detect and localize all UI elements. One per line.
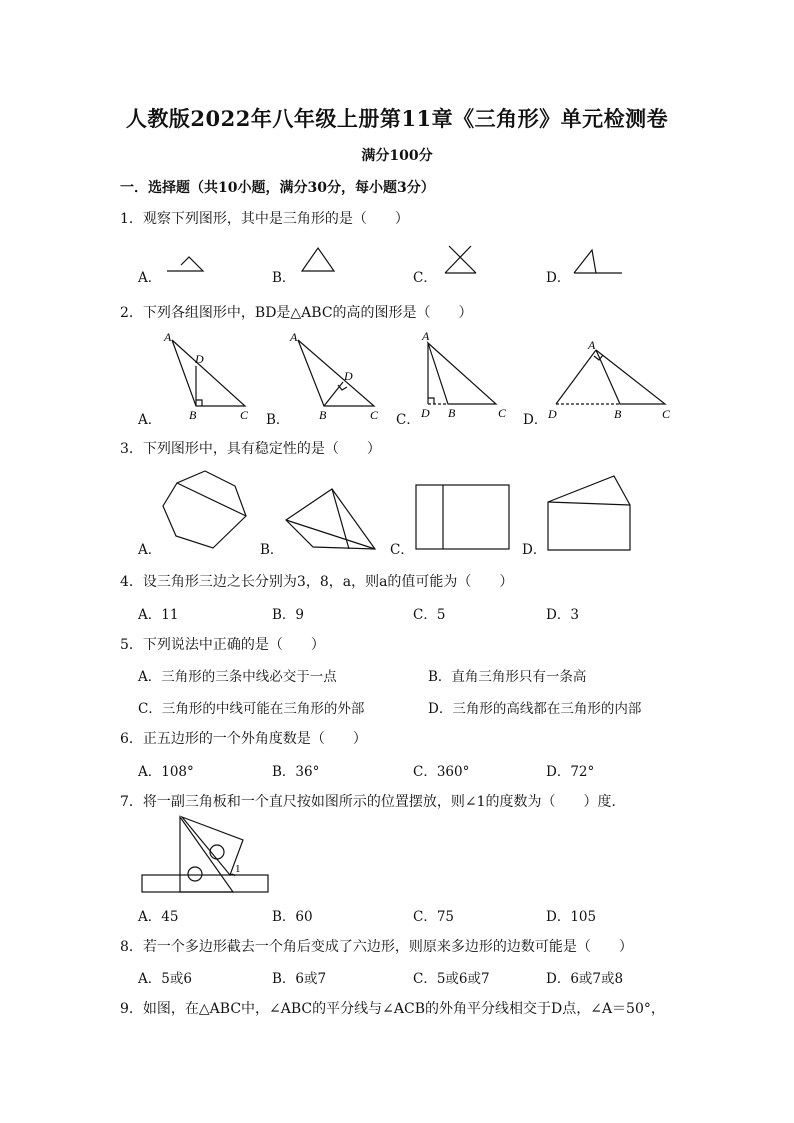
question-5-stem: 5．下列说法中正确的是（ ）	[120, 637, 325, 653]
q3-option-c: C．	[390, 542, 414, 558]
q2a-label-b: B	[189, 408, 197, 422]
q1-figure-d	[572, 246, 624, 276]
q2c-label-c: C	[498, 406, 507, 420]
question-9-stem: 9．如图，在△ABC中，∠ABC的平分线与∠ACB的外角平分线相交于D点，∠A＝50°，	[120, 1001, 665, 1017]
q5-option-d: D．三角形的高线都在三角形的内部	[428, 701, 642, 717]
q1-option-b: B．	[272, 270, 296, 286]
q2-figure-c	[418, 328, 518, 423]
question-2-stem: 2．下列各组图形中，BD是△ABC的高的图形是（ ）	[120, 305, 473, 321]
q4-option-c: C．5	[413, 607, 446, 623]
question-3-stem: 3．下列图形中，具有稳定性的是（ ）	[120, 441, 381, 457]
q7-option-b: B．60	[272, 909, 313, 925]
q2-option-d: D．	[523, 412, 548, 428]
question-4-stem: 4．设三角形三边之长分别为3，8，a，则a的值可能为（ ）	[120, 574, 514, 590]
page-title: 人教版2022年八年级上册第11章《三角形》单元检测卷	[125, 106, 669, 131]
q2-figure-b	[288, 328, 388, 423]
q2b-label-b: B	[319, 408, 327, 422]
q2d-label-a: A	[588, 338, 596, 352]
q7-angle-label: 1	[235, 863, 241, 875]
question-7-stem: 7．将一副三角板和一个直尺按如图所示的位置摆放，则∠1的度数为（ ）度．	[120, 794, 626, 810]
q2a-label-d: D	[195, 352, 204, 366]
q2b-label-a: A	[290, 330, 298, 344]
q2d-label-d: D	[548, 407, 557, 421]
q3-figure-d	[546, 474, 634, 552]
q4-option-d: D．3	[546, 607, 579, 623]
q3-figure-c	[414, 483, 512, 551]
q2a-label-a: A	[164, 330, 172, 344]
q5-option-a: A．三角形的三条中线必交于一点	[138, 669, 337, 685]
q2b-label-d: D	[344, 369, 353, 383]
q2a-label-c: C	[240, 408, 249, 422]
q2-option-a: A．	[138, 412, 162, 428]
q4-option-a: A．11	[138, 607, 179, 623]
q5-option-b: B．直角三角形只有一条高	[428, 669, 587, 685]
q7-option-d: D．105	[546, 909, 597, 925]
q8-option-a: A．5或6	[138, 971, 192, 987]
section-heading: 一．选择题（共10小题，满分30分，每小题3分）	[120, 180, 435, 196]
q2d-label-c: C	[662, 407, 671, 421]
q1-option-a: A．	[138, 270, 162, 286]
q2c-label-b: B	[448, 406, 456, 420]
q2c-label-a: A	[422, 329, 430, 343]
q2b-label-c: C	[370, 408, 379, 422]
q7-option-a: A．45	[138, 909, 179, 925]
question-8-stem: 8．若一个多边形截去一个角后变成了六边形，则原来多边形的边数可能是（ ）	[120, 939, 633, 955]
q1-option-d: D．	[546, 270, 571, 286]
q2-option-c: C．	[396, 412, 420, 428]
q2-figure-a	[160, 328, 260, 423]
q6-option-a: A．108°	[138, 764, 194, 780]
q3-option-b: B．	[260, 542, 284, 558]
q1-figure-a	[165, 253, 205, 275]
q6-option-b: B．36°	[272, 764, 320, 780]
q2-option-b: B．	[266, 412, 290, 428]
q6-option-d: D．72°	[546, 764, 595, 780]
q2c-label-d: D	[421, 406, 430, 420]
q4-option-b: B．9	[272, 607, 305, 623]
q3-option-d: D．	[522, 542, 547, 558]
question-6-stem: 6．正五边形的一个外角度数是（ ）	[120, 731, 367, 747]
q2d-label-b: B	[614, 407, 622, 421]
q6-option-c: C．360°	[413, 764, 470, 780]
q1-option-c: C．	[413, 270, 437, 286]
page-subtitle: 满分100分	[361, 148, 433, 164]
q8-option-d: D．6或7或8	[546, 971, 624, 987]
q2-figure-d	[548, 332, 678, 424]
q1-figure-b	[300, 245, 336, 275]
q8-option-b: B．6或7	[272, 971, 327, 987]
q8-option-c: C．5或6或7	[413, 971, 490, 987]
q1-figure-c	[443, 244, 479, 276]
q7-option-c: C．75	[413, 909, 455, 925]
q7-figure-ruler-triangles	[140, 815, 272, 895]
question-1-stem: 1．观察下列图形，其中是三角形的是（ ）	[120, 211, 409, 227]
q3-figure-a	[160, 468, 250, 550]
q5-option-c: C．三角形的中线可能在三角形的外部	[138, 701, 365, 717]
q3-option-a: A．	[138, 542, 162, 558]
q3-figure-b	[283, 485, 379, 553]
